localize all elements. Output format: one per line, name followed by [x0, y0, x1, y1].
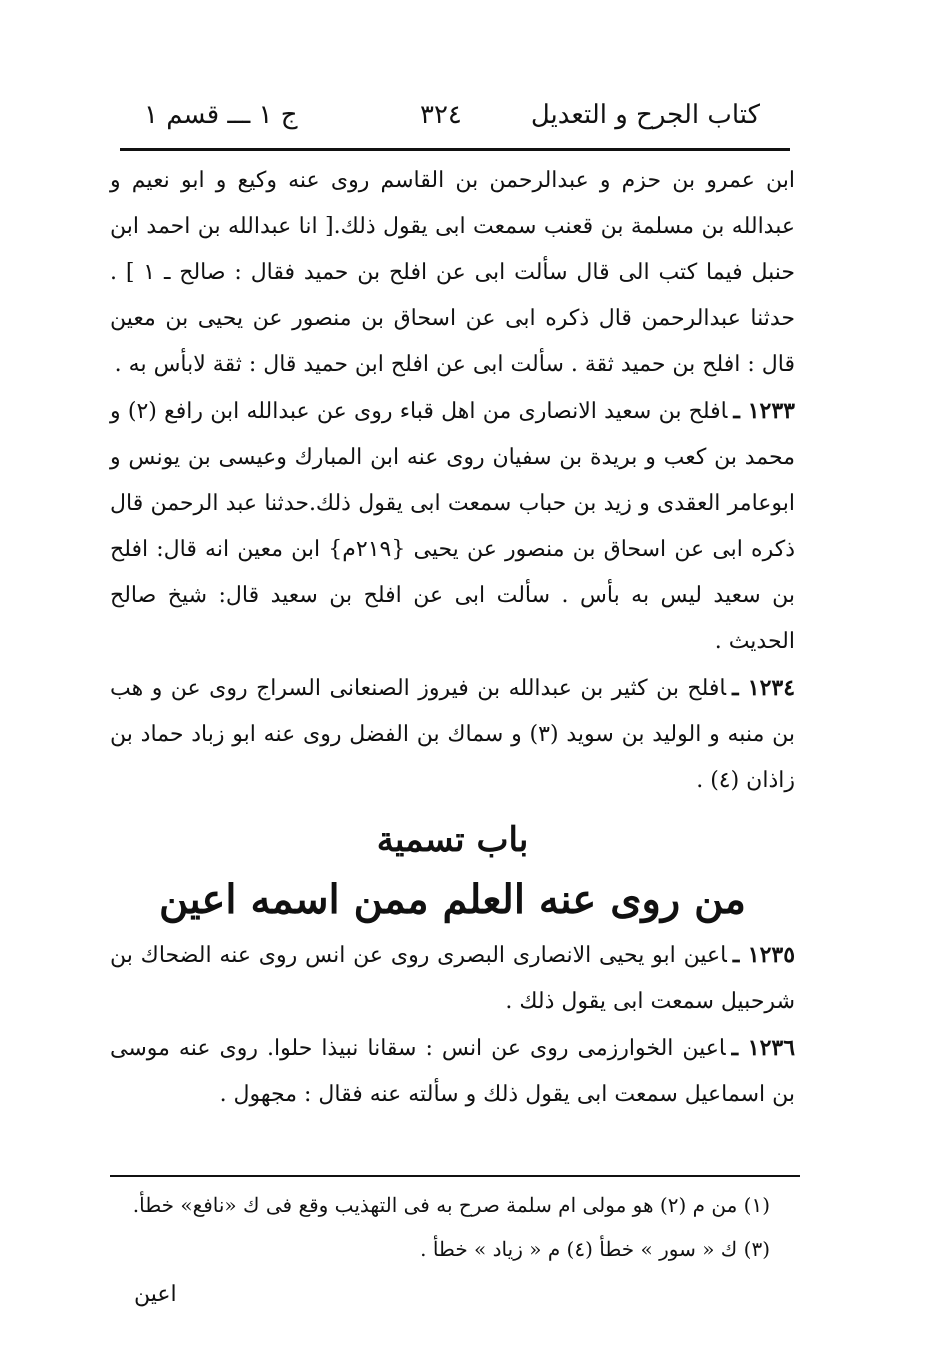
entry-text: افلح بن كثير بن عبدالله بن فيروز الصنعانى السراج روى عن و هب بن منبه و الوليد بن سويد (٣) و سماك بن الفضل روى عنه ابو زباد حماد بن زاذان (٤) . — [110, 676, 795, 793]
entry-number: ١٢٣٤ ـ — [732, 675, 796, 701]
entry-number: ١٢٣٣ ـ — [733, 398, 795, 424]
header-rule — [120, 148, 790, 151]
page-body — [110, 158, 795, 1118]
entry-text: اعين الخوارزمى روى عن انس : سقانا نبيذا حلوا. روى عنه موسى بن اسماعيل سمعت ابى يقول ذلك و سألته عنه فقال : مجهول . — [110, 1036, 795, 1107]
entry-number: ١٢٣٥ ـ — [732, 942, 796, 968]
entry-text: اعين ابو يحيى الانصارى البصرى روى عن انس روى عنه الضحاك بن شرحبيل سمعت ابى يقول ذلك . — [110, 943, 795, 1014]
entry-text: افلح بن سعيد الانصارى من اهل قباء روى عن عبدالله ابن رافع (٢) و محمد بن كعب و بريدة بن سفيان روى عنه ابن المبارك وعيسى بن يونس و ابوعامر العقدى و زيد بن حباب سمعت ابى يقول ذلك.حدثنا عبد الرحمن قال ذكره ابى عن اسحاق بن منصور عن يحيى {٢١٩م} ابن معين انه قال: افلح بن سعيد ليس به بأس . سألت ابى عن افلح بن سعيد قال: شيخ صالح الحديث . — [110, 399, 795, 654]
footnote-rule — [110, 1175, 800, 1177]
footnote-line: (٣) ك « سور » خطأ (٤) م « زياد » خطأ . — [420, 1237, 770, 1261]
footnotes — [120, 1183, 770, 1271]
chapter-heading-line2: من روى عنه العلم ممن اسمه اعين — [159, 876, 746, 923]
volume-label: ج ١ ـــ قسم ١ — [144, 100, 298, 130]
entry-number: ١٢٣٦ ـ — [731, 1035, 796, 1061]
chapter-heading-line1: باب تسمية — [376, 820, 529, 860]
page-header — [130, 96, 790, 144]
catchword: اعين — [134, 1282, 177, 1307]
page-number: ٣٢٤ — [420, 100, 462, 130]
footnote-line: (١) من م (٢) هو مولى ام سلمة صرح به فى التهذيب وقع فى ك «نافع» خطأ. — [132, 1193, 770, 1217]
intro-paragraph: ابن عمرو بن حزم و عبدالرحمن بن القاسم روى عنه وكيع و ابو نعيم و عبدالله بن مسلمة بن قعنب سمعت ابى يقول ذلك.[ انا عبدالله بن احمد ابن حنبل فيما كتب الى قال سألت ابى عن افلح بن حميد فقال : صالح ـ ١ ] . حدثنا عبدالرحمن قال ذكره ابى عن اسحاق بن منصور عن يحيى بن معين قال : افلح بن حميد ثقة . سألت ابى عن افلح ابن حميد قال : ثقة لابأس به . — [110, 168, 795, 377]
book-title: كتاب الجرح و التعديل — [530, 100, 760, 130]
entry-1233 — [110, 388, 795, 665]
entry-1235 — [110, 932, 795, 1025]
entry-1234 — [110, 665, 795, 804]
entry-1236 — [110, 1025, 795, 1118]
